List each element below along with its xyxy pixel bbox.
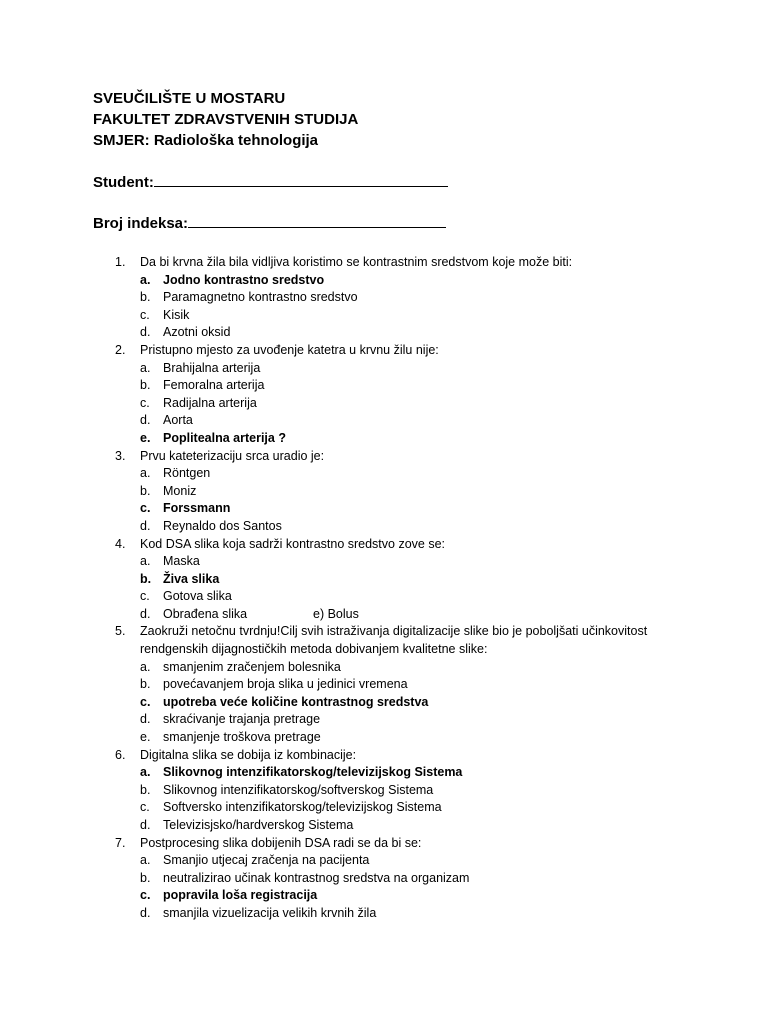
option-letter: a. (140, 765, 151, 780)
question-text: Zaokruži netočnu tvrdnju!Cilj svih istraživanja digitalizacije slike bio je poboljšati učinkovitost (140, 624, 648, 639)
option-text: Reynaldo dos Santos (163, 518, 282, 533)
option-text: Kisik (163, 307, 190, 322)
question-text: Da bi krvna žila bila vidljiva koristimo se kontrastnim sredstvom koje može biti: (140, 255, 573, 269)
question-text: Pristupno mjesto za uvođenje katetra u krvnu žilu nije: (140, 342, 439, 357)
option-letter: c. (140, 888, 151, 903)
option-text: smanjenje troškova pretrage (163, 730, 321, 745)
answer-option (0, 799, 768, 817)
question-number: 3. (115, 448, 126, 463)
answer-option (0, 588, 768, 606)
question-text-continuation: rendgenskih dijagnostičkih metoda dobivanjem kvalitetne slike: (140, 642, 488, 657)
question-text: Postprocesing slika dobijenih DSA radi se da bi se: (140, 835, 422, 850)
question-list (0, 254, 768, 923)
index-number-blank-line (188, 213, 446, 228)
option-text: Poplitealna arterija ? (163, 430, 286, 445)
index-number-field (93, 213, 446, 232)
extra-option-text: e) Bolus (313, 606, 359, 621)
answer-option (0, 694, 768, 712)
question-1 (0, 254, 768, 342)
answer-option (0, 571, 768, 589)
option-letter: a. (140, 272, 151, 287)
option-letter: d. (140, 818, 151, 832)
option-letter: b. (140, 870, 151, 885)
answer-option (0, 483, 768, 501)
option-text: Azotni oksid (163, 325, 231, 340)
question-line (0, 835, 768, 853)
option-letter: c. (140, 589, 150, 604)
answer-option (0, 395, 768, 413)
option-text: Brahijalna arterija (163, 360, 261, 375)
option-letter: c. (140, 395, 150, 410)
option-text: smanjila vizuelizacija velikih krvnih žila (163, 905, 377, 920)
answer-option (0, 711, 768, 729)
option-letter: a. (140, 466, 151, 481)
question-number: 6. (115, 747, 126, 762)
option-letter: b. (140, 782, 151, 797)
question-7 (0, 835, 768, 923)
question-number: 5. (115, 624, 126, 639)
option-letter: a. (140, 659, 151, 674)
option-text: Obrađena slika (163, 606, 248, 621)
question-2 (0, 342, 768, 448)
question-3 (0, 448, 768, 536)
answer-option (0, 377, 768, 395)
question-text: Prvu kateterizaciju srca uradio je: (140, 448, 325, 463)
study-program: SMJER: Radiološka tehnologija (93, 132, 319, 149)
answer-option (0, 289, 768, 307)
answer-option (0, 676, 768, 694)
answer-option (0, 412, 768, 430)
answer-option (0, 324, 768, 342)
option-letter: c. (140, 694, 151, 709)
answer-option (0, 764, 768, 782)
option-text: Moniz (163, 483, 197, 498)
question-line (0, 747, 768, 765)
question-text: Kod DSA slika koja sadrži kontrastno sredstvo zove se: (140, 536, 446, 551)
option-text: Slikovnog intenzifikatorskog/softverskog Sistema (163, 782, 434, 797)
answer-option (0, 659, 768, 677)
answer-option (0, 729, 768, 747)
option-letter: d. (140, 413, 151, 428)
answer-option (0, 606, 768, 624)
answer-option (0, 553, 768, 571)
answer-option (0, 905, 768, 923)
option-text: Paramagnetno kontrastno sredstvo (163, 290, 358, 305)
option-text: Maska (163, 554, 200, 569)
option-text: skraćivanje trajanja pretrage (163, 712, 321, 727)
option-letter: c. (140, 307, 150, 322)
student-blank-line (154, 172, 448, 187)
question-line (0, 623, 768, 641)
option-text: Radijalna arterija (163, 395, 257, 410)
answer-option (0, 518, 768, 536)
option-text: Aorta (163, 413, 193, 428)
option-text: Jodno kontrastno sredstvo (163, 272, 325, 287)
answer-option (0, 465, 768, 483)
answer-option (0, 272, 768, 290)
option-letter: d. (140, 606, 151, 621)
option-text: popravila loša registracija (163, 888, 318, 903)
answer-option (0, 782, 768, 800)
option-text: Forssmann (163, 501, 231, 516)
option-text: neutralizirao učinak kontrastnog sredstva na organizam (163, 870, 470, 885)
answer-option (0, 430, 768, 448)
option-letter: b. (140, 290, 151, 305)
option-text: Gotova slika (163, 589, 232, 604)
option-letter: b. (140, 378, 151, 393)
question-number: 1. (115, 255, 126, 269)
answer-option (0, 307, 768, 325)
option-text: Smanjio utjecaj zračenja na pacijenta (163, 853, 370, 868)
document-header (93, 88, 358, 151)
option-letter: d. (140, 518, 151, 533)
question-line (0, 448, 768, 466)
option-letter: d. (140, 325, 151, 340)
student-label: Student: (93, 174, 154, 191)
option-letter: b. (140, 571, 152, 586)
question-text: Digitalna slika se dobija iz kombinacije: (140, 747, 357, 762)
option-letter: d. (140, 712, 151, 727)
answer-option (0, 500, 768, 518)
answer-option (0, 870, 768, 888)
option-letter: b. (140, 483, 151, 498)
option-letter: c. (140, 800, 150, 815)
question-number: 4. (115, 536, 126, 551)
answer-option (0, 360, 768, 378)
option-text: Röntgen (163, 466, 211, 481)
question-4 (0, 536, 768, 624)
option-letter: a. (140, 554, 151, 569)
question-line (0, 342, 768, 360)
option-text: Softversko intenzifikatorskog/televizijskog Sistema (163, 800, 442, 815)
option-text: Živa slika (163, 571, 220, 586)
answer-option (0, 887, 768, 905)
option-text: upotreba veće količine kontrastnog sredstva (163, 694, 429, 709)
option-letter: d. (140, 905, 151, 920)
option-text: Televizisjsko/hardverskog Sistema (163, 818, 354, 832)
option-letter: e. (140, 730, 151, 745)
question-number: 7. (115, 835, 126, 850)
university-name: SVEUČILIŠTE U MOSTARU (93, 90, 286, 107)
option-text: smanjenim zračenjem bolesnika (163, 659, 341, 674)
student-field (93, 172, 448, 191)
option-letter: a. (140, 360, 151, 375)
question-number: 2. (115, 342, 126, 357)
faculty-name: FAKULTET ZDRAVSTVENIH STUDIJA (93, 111, 359, 128)
answer-option (0, 817, 768, 835)
question-line (0, 254, 768, 272)
option-letter: c. (140, 501, 151, 516)
option-letter: b. (140, 677, 151, 692)
option-text: Slikovnog intenzifikatorskog/televizijskog Sistema (163, 765, 463, 780)
option-letter: a. (140, 853, 151, 868)
question-line (0, 536, 768, 554)
index-number-label: Broj indeksa: (93, 215, 189, 232)
question-5 (0, 623, 768, 746)
answer-option (0, 852, 768, 870)
option-text: Femoralna arterija (163, 378, 265, 393)
option-text: povećavanjem broja slika u jedinici vremena (163, 677, 408, 692)
question-6 (0, 747, 768, 835)
option-letter: e. (140, 430, 151, 445)
